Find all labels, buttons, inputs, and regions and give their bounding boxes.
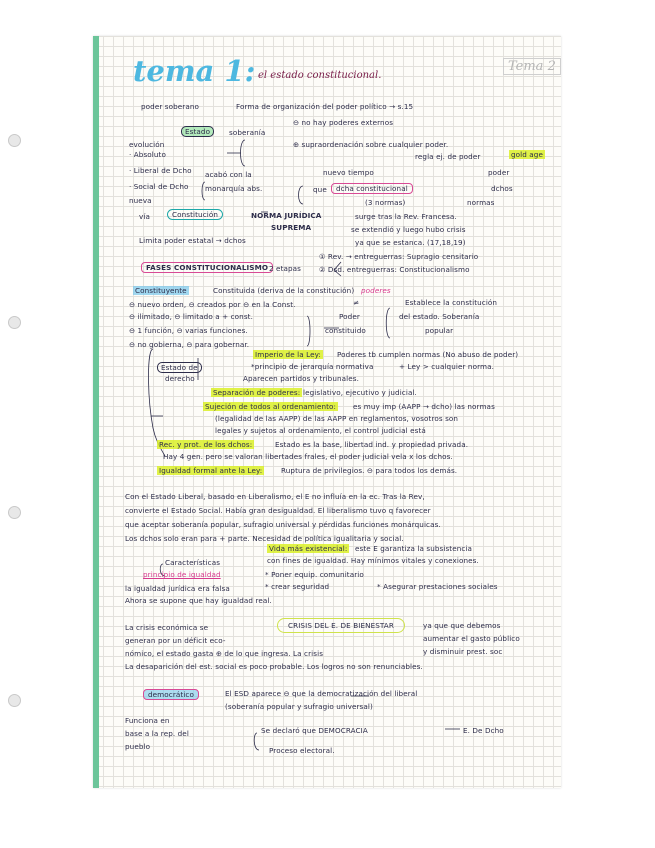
welfare-crisis-box: CRISIS DEL E. DE BIENESTAR [277,618,405,633]
note-line: popular [425,326,454,335]
note-line: SUPREMA [271,223,312,232]
note-line: es muy imp (AAPP → dcho) las normas [353,402,495,411]
note-line: normas [467,198,495,207]
note-line: · Liberal de Dcho [129,166,192,175]
note-line: + Ley > cualquier norma. [399,362,495,371]
note-line: ⊖ nuevo orden, ⊖ creados por ⊖ en la Const. [129,300,296,309]
note-line: Funciona en [125,716,170,725]
note-line: poder [488,168,510,177]
note-line: La desaparición del est. social es poco probable. Los logros no son renunciables. [125,662,423,671]
note-line: dchos [491,184,513,193]
note-line: nuevo tiempo [323,168,374,177]
note-line: (3 normas) [365,198,406,207]
note-line: poder soberano [141,102,200,111]
note-line: · Social de Dcho [129,182,189,191]
page-subtitle: el estado constitucional. [258,70,382,81]
note-line: Limita poder estatal → dchos [139,236,246,245]
punch-hole [8,506,21,519]
state-box: Estado [181,126,214,137]
highlight-text: Imperio de la Ley: [255,350,321,359]
note-line: la igualdad jurídica era falsa [125,584,230,593]
highlight-text: Constituyente [135,286,187,295]
note-line: Poderes tb cumplen normas (No abuso de poder) [337,350,519,359]
note-line: La crisis económica se [125,623,209,632]
notebook-sheet [93,36,561,788]
note-line: Establece la constitución [405,298,498,307]
note-line: evolución [129,140,165,149]
note-line: acabó con la [205,170,252,179]
note-line: E. De Dcho [463,726,504,735]
note-line: ⊖ no gobierna, ⊖ para gobernar. [129,340,250,349]
note-line: principio de igualdad [143,570,221,579]
punch-hole [8,316,21,329]
note-line: (soberanía popular y sufragio universal) [225,702,373,711]
note-line: ⊖ 1 función, ⊖ varias funciones. [129,326,248,335]
rule-of-law-box: Estado de [157,362,202,373]
note-line: Proceso electoral. [269,746,335,755]
highlight-text: Rec. y prot. de los dchos: [159,440,253,449]
highlight-text: Sujeción de todos al ordenamiento: [205,402,337,411]
note-line: que [313,185,327,194]
punch-hole [8,134,21,147]
note-line: NORMA JURÍDICA [251,211,322,220]
phases-box: FASES CONSTITUCIONALISMO [141,262,273,273]
note-line: generan por un déficit eco- [125,636,226,645]
highlight-text: Vida más existencial: [269,544,348,553]
note-line: regla ej. de poder [415,152,481,161]
note-line: Características [165,558,221,567]
note-line: (legalidad de las AAPP) de las AAPP en reglamentos, vosotros son [215,414,459,423]
note-line: pueblo [125,742,151,751]
note-line: Se declaró que DEMOCRACIA [261,726,368,735]
note-line: Estado es la base, libertad ind. y propiedad privada. [275,440,469,449]
note-line: ⊕ supraordenación sobre cualquier poder. [293,140,449,149]
note-line: constituido [325,326,366,335]
note-line: aumentar el gasto público [423,634,520,643]
note-line: Los dchos solo eran para + parte. Necesidad de política igualitaria y social. [125,534,404,543]
note-line: · Absoluto [129,150,166,159]
note-line: legales y sujetos al ordenamiento, el control judicial está [215,426,426,435]
note-line: * Asegurar prestaciones sociales [377,582,498,591]
note-line: * Poner equip. comunitario [265,570,364,579]
note-line: Forma de organización del poder político → s.15 [236,102,414,111]
note-line: monarquía abs. [205,184,263,193]
note-line: Con el Estado Liberal, basado en Liberalismo, el E no influía en la ec. Tras la Rev, [125,492,425,501]
highlight-text: Igualdad formal ante la Ley: [159,466,263,475]
note-line: se extendió y luego hubo crisis [351,225,466,234]
note-line: este E garantiza la subsistencia [355,544,473,553]
note-line: Constituida (deriva de la constitución) [213,286,355,295]
note-line: ⊖ ilimitado, ⊖ limitado a + const. [129,312,253,321]
note-line: poderes [361,286,391,295]
note-line: y disminuir prest. soc [423,647,503,656]
note-line: 2 etapas [269,264,302,273]
note-line: base a la rep. del [125,729,189,738]
note-line: soberanía [229,128,266,137]
note-line: legislativo, ejecutivo y judicial. [303,388,417,397]
note-line: *principio de jerarquía normativa [251,362,374,371]
constitution-box: Constitución [167,209,223,220]
highlight-text: gold age [511,150,543,159]
note-line: derecho [165,374,195,383]
note-line: Ruptura de privilegios. ⊖ para todos los demás. [281,466,458,475]
note-line: que aceptar soberanía popular, sufragio universal y pérdidas funciones monárquicas. [125,520,441,529]
note-line: Poder [339,312,360,321]
note-line: del estado. Soberanía [399,312,480,321]
topic-tag: Tema 2 [503,58,561,75]
note-line: ya que se estanca. (17,18,19) [355,238,466,247]
democratic-box: democrático [143,689,199,700]
note-line: nueva [129,196,152,205]
highlight-text: Separación de poderes: [213,388,301,397]
note-line: convierte el Estado Social. Había gran desigualdad. El liberalismo tuvo q favorecer [125,506,431,515]
note-line: surge tras la Rev. Francesa. [355,212,457,221]
note-line: El ESD aparece ⊖ que la democratización del liberal [225,689,418,698]
note-line: ≠ [353,298,360,307]
note-line: ya que que debemos [423,621,501,630]
note-line: ⊖ no hay poderes externos [293,118,394,127]
page-title: tema 1: [133,54,256,88]
note-line: nómico, el estado gasta ⊕ de lo que ingresa. La crisis [125,649,324,658]
note-line: con fines de igualdad. Hay mínimos vitales y conexiones. [267,556,479,565]
note-line: * crear seguridad [265,582,330,591]
note-line: vía [139,212,150,221]
note-line: Ahora se supone que hay igualdad real. [125,596,272,605]
note-line: ② Dsd. entreguerras: Constitucionalismo [319,265,470,274]
constitutional-right-box: dcha constitucional [331,183,413,194]
note-line: ① Rev. → entreguerras: Supragio censitario [319,252,479,261]
note-line: Hay 4 gen. pero se valoran libertades frales, el poder judicial vela x los dchos. [163,452,453,461]
note-line: Aparecen partidos y tribunales. [243,374,359,383]
punch-hole [8,694,21,707]
